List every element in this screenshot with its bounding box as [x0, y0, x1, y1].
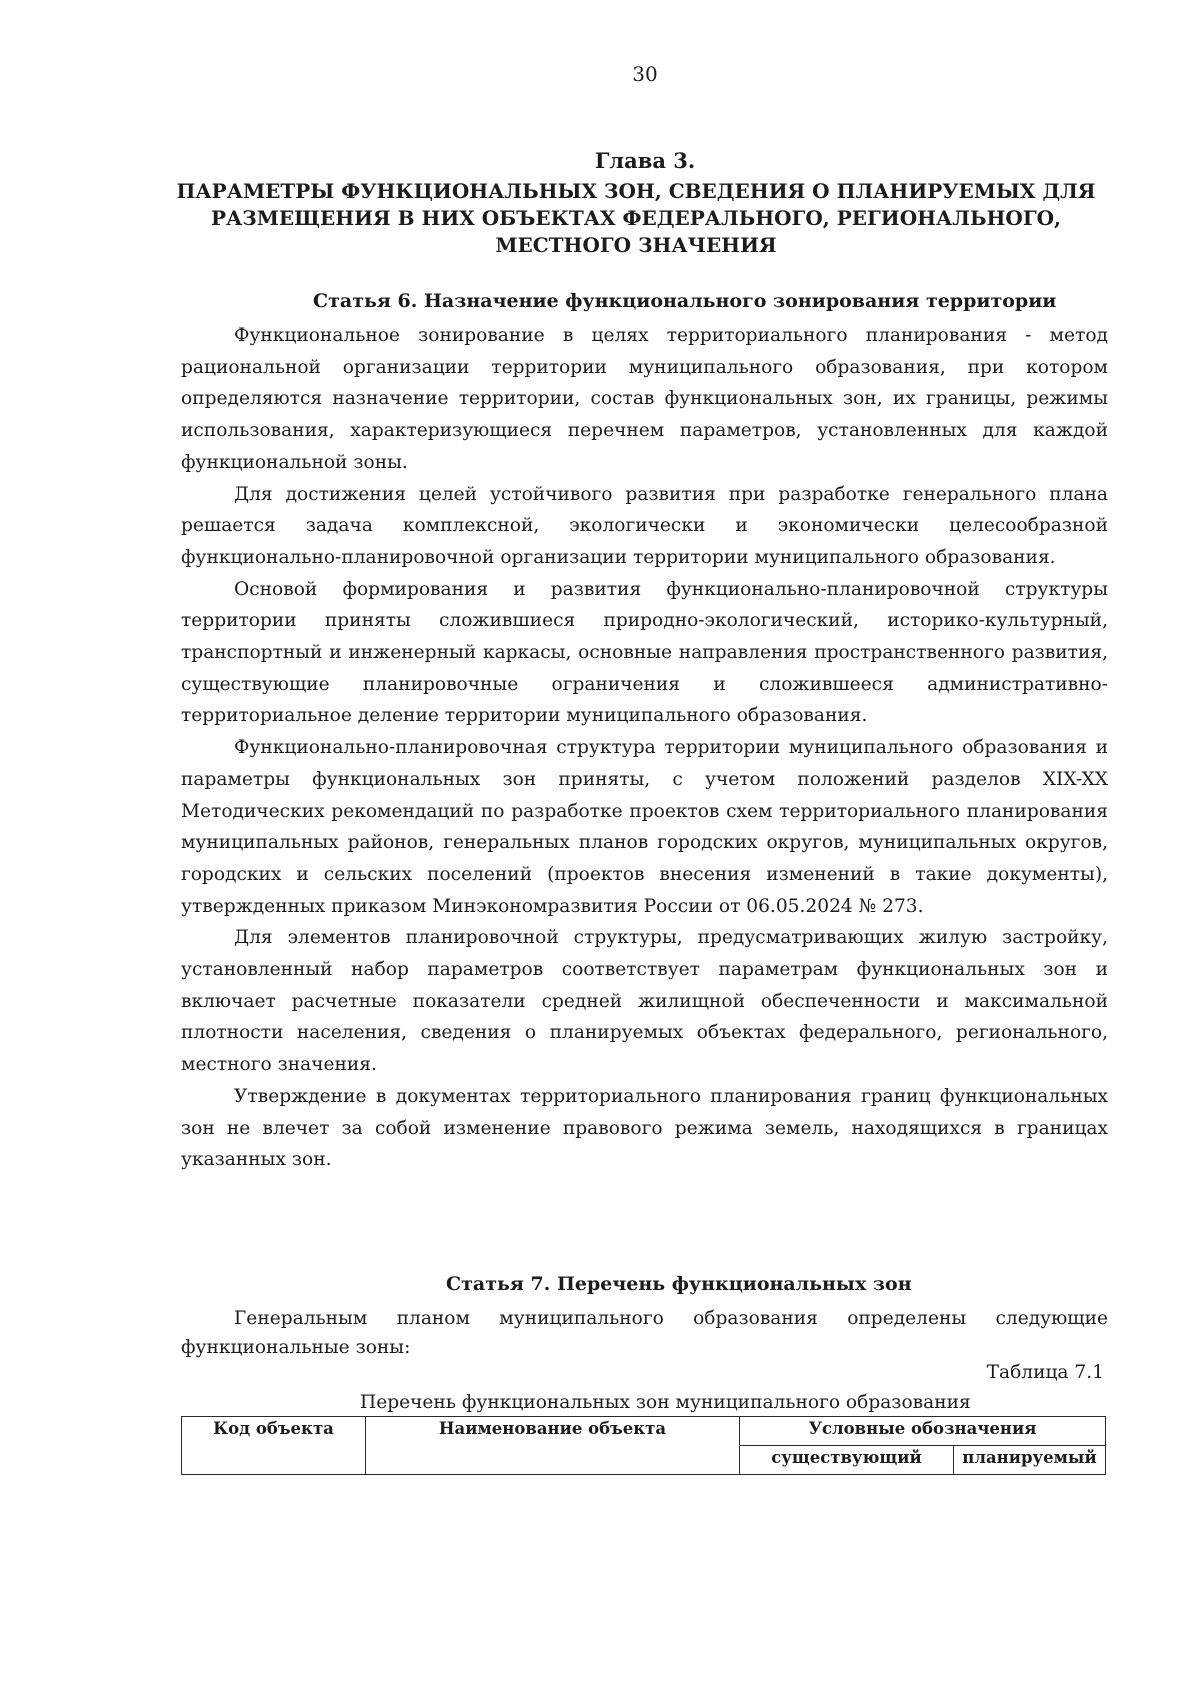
article-7-heading: Статья 7. Перечень функциональных зон	[446, 1273, 912, 1295]
article-7-intro	[181, 1304, 1108, 1362]
article-6-paragraph-2: Для достижения целей устойчивого развития при разработке генерального плана решается задача комплексной, экологически и экономически целесообразной функционально-планировочной организации территории муниципального образования.	[181, 483, 1108, 568]
header-name: Наименование объекта	[366, 1417, 740, 1475]
article-6-paragraph-5: Для элементов планировочной структуры, предусматривающих жилую застройку, установленный набор параметров соответствует параметрам функциональных зон и включает расчетные показатели средней жилищной обеспеченности и максимальной плотности населения, сведения о планируемых объектах федерального, регионального, местного значения.	[181, 927, 1108, 1076]
header-existing: существующий	[740, 1446, 954, 1475]
article-6-body	[181, 320, 1108, 1176]
article-6-paragraph-6: Утверждение в документах территориального планирования границ функциональных зон не влечет за собой изменение правового режима земель, находящихся в границах указанных зон.	[181, 1085, 1108, 1171]
header-symbols: Условные обозначения	[740, 1417, 1106, 1446]
article-6-paragraph-1: Функциональное зонирование в целях территориального планирования - метод рациональной организации территории муниципального образования, при котором определяются назначение территории, состав функциональных зон, их границы, режимы использования, характеризующиеся перечнем параметров, установленных для каждой функциональной зоны.	[181, 325, 1108, 473]
article-6-heading: Статья 6. Назначение функционального зонирования территории	[313, 290, 1057, 312]
article-7-intro-text: Генеральным планом муниципального образования определены следующие функциональные зоны:	[181, 1308, 1108, 1358]
table-number: Таблица 7.1	[986, 1362, 1104, 1383]
article-6-paragraph-4: Функционально-планировочная структура территории муниципального образования и параметры функциональных зон приняты, с учетом положений разделов XIX-XX Методических рекомендаций по разработке проектов схем территориального планирования муниципальных районов, генеральных планов городских округов, муниципальных округов, городских и сельских поселений (проектов внесения изменений в такие документы), утвержденных приказом Минэкономразвития России от 06.05.2024 № 273.	[181, 737, 1108, 917]
functional-zones-table	[181, 1416, 1106, 1475]
chapter-title: Глава 3.	[594, 148, 696, 173]
header-code: Код объекта	[182, 1417, 366, 1475]
table-header-row	[182, 1417, 1106, 1446]
page-number: 30	[632, 62, 658, 86]
chapter-subtitle: ПАРАМЕТРЫ ФУНКЦИОНАЛЬНЫХ ЗОН, СВЕДЕНИЯ О ПЛАНИРУЕМЫХ ДЛЯ РАЗМЕЩЕНИЯ В НИХ ОБЪЕКТАХ ФЕДЕРАЛЬНОГО, РЕГИОНАЛЬНОГО, МЕСТНОГО ЗНАЧЕНИЯ	[176, 179, 1096, 257]
article-6-paragraph-3: Основой формирования и развития функционально-планировочной структуры территории приняты сложившиеся природно-экологический, историко-культурный, транспортный и инженерный каркасы, основные направления пространственного развития, существующие планировочные ограничения и сложившееся административно-территориальное деление территории муниципального образования.	[181, 578, 1108, 727]
header-planned: планируемый	[954, 1446, 1106, 1475]
table-caption: Перечень функциональных зон муниципального образования	[360, 1392, 971, 1413]
